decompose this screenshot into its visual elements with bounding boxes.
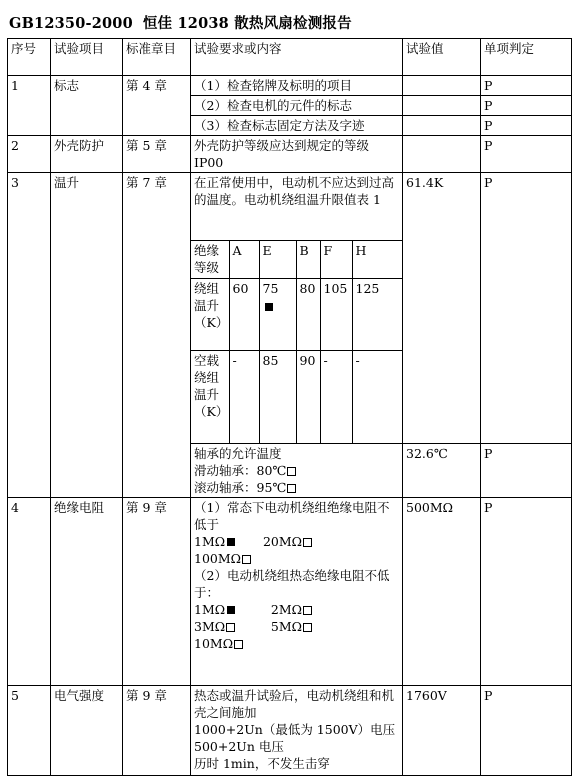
row3-item: 温升 <box>51 173 123 498</box>
temperature-rise-table <box>191 240 403 443</box>
row1-value-1 <box>403 76 481 96</box>
report-title <box>9 12 352 33</box>
row5-value: 1760V <box>403 685 481 775</box>
row2-clause: 第 5 章 <box>123 136 191 173</box>
row3-req <box>191 173 403 444</box>
row3-verdict: P <box>481 173 572 444</box>
header-no: 序号 <box>8 39 51 76</box>
row2-no: 2 <box>8 136 51 173</box>
row2-item: 外壳防护 <box>51 136 123 173</box>
temp-row1-a: 60 <box>229 279 259 351</box>
unchecked-box-icon <box>234 640 243 649</box>
row1-verdict-3: P <box>481 116 572 136</box>
table-row <box>8 173 572 444</box>
temp-row2-a: - <box>229 351 259 443</box>
header-value: 试验值 <box>403 39 481 76</box>
bearing-title: 轴承的允许温度 <box>194 445 282 461</box>
temp-row1-e: 75 <box>259 279 296 351</box>
temp-table-row <box>191 279 403 351</box>
table-row <box>8 76 572 96</box>
temp-header-class: 绝缘等级 <box>191 241 229 279</box>
temp-header-a: A <box>229 241 259 279</box>
temp-table-row <box>191 351 403 443</box>
row4-line1: （1）常态下电动机绕组绝缘电阻不低于 <box>194 499 390 532</box>
row1-value-3 <box>403 116 481 136</box>
temp-header-e: E <box>259 241 296 279</box>
row2-req: 外壳防护等级应达到规定的等级 IP00 <box>191 136 403 173</box>
row1-req-2: （2）检查电机的元件的标志 <box>191 96 403 116</box>
table-row <box>8 685 572 775</box>
row5-no: 5 <box>8 685 51 775</box>
row4-verdict: P <box>481 497 572 685</box>
row1-req-1: （1）检查铭牌及标明的项目 <box>191 76 403 96</box>
unchecked-box-icon <box>226 623 235 632</box>
unchecked-box-icon <box>287 484 296 493</box>
row4-options-b2: 3MΩ 5MΩ <box>194 618 399 635</box>
temp-row2-h: - <box>352 351 403 443</box>
temp-row1-h: 125 <box>352 279 403 351</box>
temp-header-h: H <box>352 241 403 279</box>
row3-req-text: 在正常使用中，电动机不应达到过高的温度。电动机绕组温升限值表 1 <box>194 175 395 207</box>
header-verdict: 单项判定 <box>481 39 572 76</box>
temp-row1-b: 80 <box>296 279 320 351</box>
unchecked-box-icon <box>303 606 312 615</box>
temp-row2-e: 85 <box>259 351 296 443</box>
row1-verdict-1: P <box>481 76 572 96</box>
table-row <box>8 497 572 685</box>
report-table <box>7 38 572 776</box>
bearing-roll: 滚动轴承：95℃ <box>194 479 399 496</box>
temp-row2-b: 90 <box>296 351 320 443</box>
row1-req-3: （3）检查标志固定方法及字迹 <box>191 116 403 136</box>
row2-value <box>403 136 481 173</box>
unchecked-box-icon <box>303 623 312 632</box>
row3-clause: 第 7 章 <box>123 173 191 498</box>
header-clause: 标准章目 <box>123 39 191 76</box>
checked-box-icon <box>265 303 273 311</box>
row3-value: 61.4K <box>403 173 481 444</box>
unchecked-box-icon <box>242 555 251 564</box>
bearing-verdict: P <box>481 443 572 497</box>
row4-options-b: 1MΩ 2MΩ <box>194 601 399 618</box>
temp-row2-f: - <box>320 351 352 443</box>
row4-value: 500MΩ <box>403 497 481 685</box>
row4-options-b3: 10MΩ <box>194 635 399 652</box>
row1-no: 1 <box>8 76 51 136</box>
row4-clause: 第 9 章 <box>123 497 191 685</box>
unchecked-box-icon <box>303 538 312 547</box>
row1-value-2 <box>403 96 481 116</box>
bearing-slide: 滑动轴承：80℃ <box>194 462 399 479</box>
temp-row1-f: 105 <box>320 279 352 351</box>
row4-options-a: 1MΩ 20MΩ <box>194 533 399 550</box>
header-item: 试验项目 <box>51 39 123 76</box>
row1-verdict-2: P <box>481 96 572 116</box>
bearing-requirement <box>191 443 403 497</box>
header-row <box>8 39 572 76</box>
standard-code: GB12350-2000 <box>9 15 133 32</box>
temp-table-header <box>191 241 403 279</box>
temp-row2-label: 空载绕组温升（K） <box>191 351 229 443</box>
row4-line2: （2）电动机绕组热态绝缘电阻不低于： <box>194 567 390 600</box>
report-name: 恒佳 12038 散热风扇检测报告 <box>142 15 352 32</box>
row5-line1: 热态或温升试验后，电动机绕组和机壳之间施加 <box>194 687 395 720</box>
temp-header-b: B <box>296 241 320 279</box>
row4-no: 4 <box>8 497 51 685</box>
row5-clause: 第 9 章 <box>123 685 191 775</box>
row4-options-a2: 100MΩ <box>194 550 399 567</box>
temp-row1-label: 绕组温升（K） <box>191 279 229 351</box>
row5-line4: 历时 1min，不发生击穿 <box>194 755 330 771</box>
row5-line3: 500+2Un 电压 <box>194 738 284 754</box>
row4-req <box>191 497 403 685</box>
row5-line2: 1000+2Un（最低为 1500V）电压 <box>194 721 396 737</box>
header-requirement: 试验要求或内容 <box>191 39 403 76</box>
table-row <box>8 136 572 173</box>
row1-clause: 第 4 章 <box>123 76 191 136</box>
row3-no: 3 <box>8 173 51 498</box>
checked-box-icon <box>227 606 235 614</box>
bearing-value: 32.6℃ <box>403 443 481 497</box>
row5-req <box>191 685 403 775</box>
row5-verdict: P <box>481 685 572 775</box>
row5-item: 电气强度 <box>51 685 123 775</box>
row2-verdict: P <box>481 136 572 173</box>
checked-box-icon <box>227 538 235 546</box>
temp-header-f: F <box>320 241 352 279</box>
unchecked-box-icon <box>287 467 296 476</box>
row4-item: 绝缘电阻 <box>51 497 123 685</box>
row1-item: 标志 <box>51 76 123 136</box>
